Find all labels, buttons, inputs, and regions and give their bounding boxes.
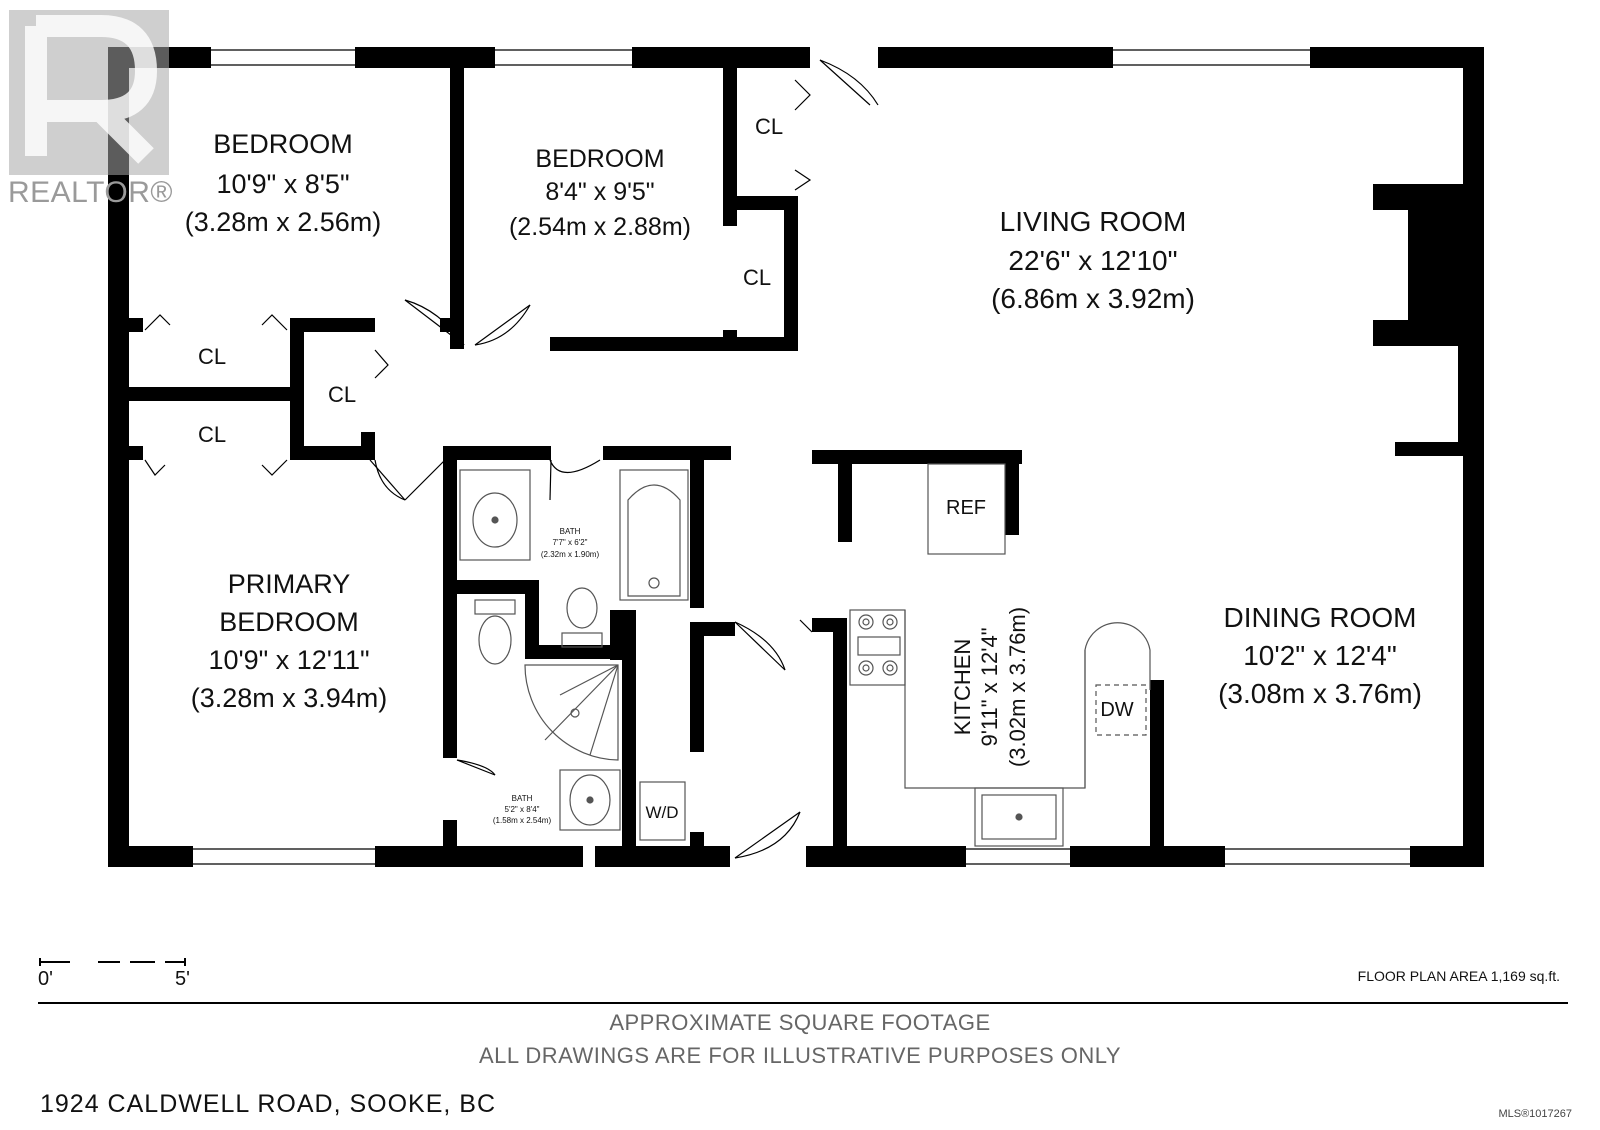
- bedroom1-metric: (3.28m x 2.56m): [184, 207, 382, 237]
- dining-metric: (3.08m x 3.76m): [1218, 678, 1422, 709]
- dining-imperial: 10'2" x 12'4": [1243, 640, 1397, 671]
- living-metric: (6.86m x 3.92m): [991, 283, 1195, 314]
- ref-label: REF: [946, 497, 986, 519]
- bedroom2-name: BEDROOM: [535, 145, 665, 173]
- bath1-name: BATH: [559, 527, 581, 536]
- scale-start-label: 0': [38, 968, 53, 990]
- primary-name-1: PRIMARY: [227, 569, 351, 599]
- fireplace-column: [1458, 346, 1463, 442]
- disclaimer-line-2: ALL DRAWINGS ARE FOR ILLUSTRATIVE PURPOSES ONLY: [478, 1043, 1122, 1068]
- room-labels: [185, 114, 1422, 825]
- closet-label: CL: [197, 422, 227, 447]
- primary-metric: (3.28m x 3.94m): [190, 683, 388, 713]
- closet-label: CL: [327, 382, 357, 407]
- closet-label: CL: [754, 114, 784, 139]
- kitchen-metric: (3.02m x 3.76m): [1005, 606, 1030, 768]
- scale-end-label: 5': [175, 968, 190, 990]
- kitchen-imperial: 9'11" x 12'4": [977, 627, 1002, 747]
- closet-label: CL: [197, 344, 227, 369]
- primary-imperial: 10'9" x 12'11": [208, 645, 370, 675]
- living-name: LIVING ROOM: [999, 206, 1187, 237]
- fireplace-opening: [1373, 210, 1408, 320]
- floor-plan-area: FLOOR PLAN AREA 1,169 sq.ft.: [1357, 968, 1560, 984]
- bath1-imperial: 7'7" x 6'2": [552, 538, 588, 547]
- kitchen-name: KITCHEN: [950, 638, 975, 736]
- scale-bar: [40, 958, 185, 966]
- bedroom1-imperial: 10'9" x 8'5": [216, 169, 350, 199]
- bath1-metric: (2.32m x 1.90m): [540, 550, 600, 559]
- disclaimer-line-1: APPROXIMATE SQUARE FOOTAGE: [609, 1010, 991, 1035]
- dining-name: DINING ROOM: [1223, 602, 1417, 633]
- realtor-watermark-text: REALTOR®: [8, 176, 174, 209]
- wd-label: W/D: [645, 803, 679, 822]
- living-imperial: 22'6" x 12'10": [1008, 245, 1178, 276]
- bedroom2-imperial: 8'4" x 9'5": [545, 178, 655, 206]
- dw-label: DW: [1100, 699, 1134, 721]
- windows: [190, 50, 1410, 864]
- bedroom1-name: BEDROOM: [213, 129, 353, 159]
- mls-number: MLS®1017267: [1498, 1108, 1572, 1120]
- property-address: 1924 CALDWELL ROAD, SOOKE, BC: [40, 1090, 497, 1118]
- bath2-imperial: 5'2" x 8'4": [504, 805, 540, 814]
- bath2-name: BATH: [511, 794, 533, 803]
- bath2-metric: (1.58m x 2.54m): [492, 816, 552, 825]
- closet-label: CL: [742, 265, 772, 290]
- primary-name-2: BEDROOM: [219, 607, 359, 637]
- bedroom2-metric: (2.54m x 2.88m): [508, 213, 692, 241]
